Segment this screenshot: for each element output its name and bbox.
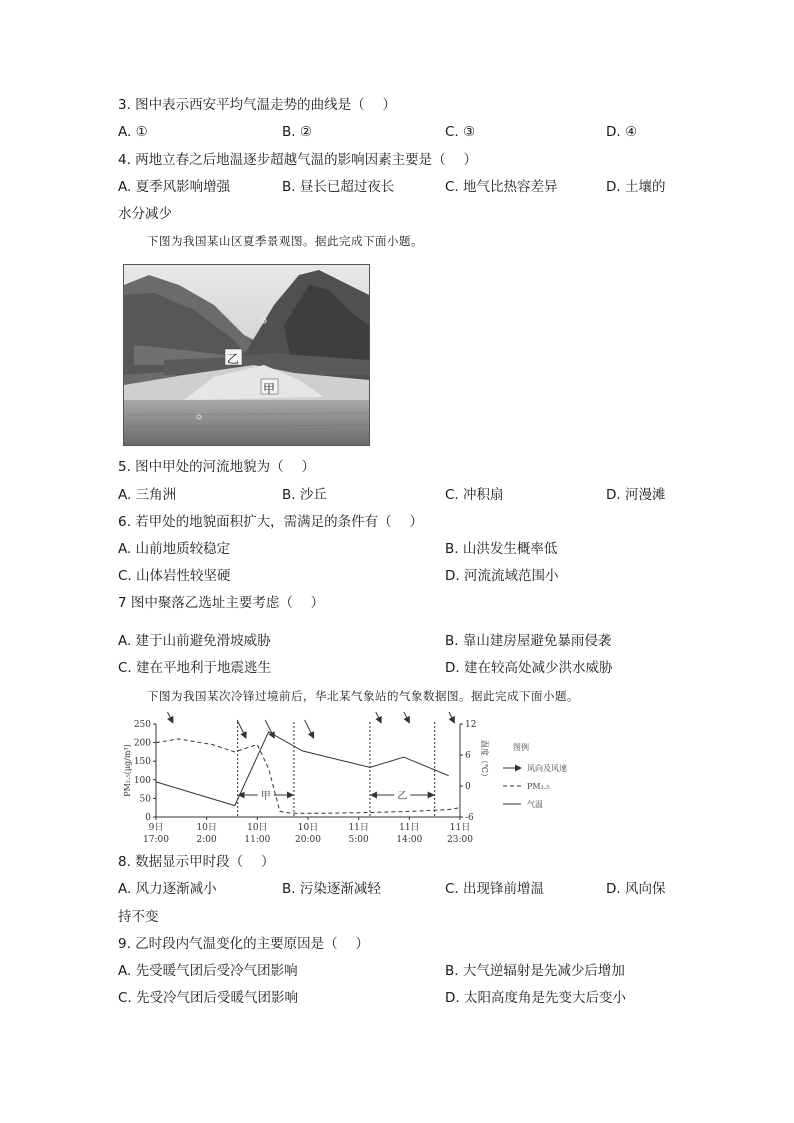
x-tick-day: 11日 (399, 823, 420, 833)
q5-option-c: C. 冲积扇 (445, 487, 504, 503)
q8-stem: 8. 数据显示甲时段（ ） (118, 854, 275, 870)
q7-option-b: B. 靠山建房屋避免暴雨侵袭 (445, 633, 612, 649)
weather-chart (118, 710, 678, 850)
q8-option-c: C. 出现锋前增温 (445, 881, 545, 897)
x-tick-day: 10日 (196, 823, 217, 833)
q6-option-d: D. 河流流域范围小 (445, 568, 559, 584)
wind-arrow (376, 712, 381, 723)
q8-option-b: B. 污染逐渐减轻 (282, 881, 381, 897)
interval-label: 乙 (397, 791, 408, 802)
x-tick-time: 23:00 (447, 835, 473, 845)
q9-option-a: A. 先受暖气团后受冷气团影响 (118, 963, 298, 979)
q9-option-d: D. 太阳高度角是先变大后变小 (445, 990, 626, 1006)
q6-stem: 6. 若甲处的地貌面积扩大，需满足的条件有（ ） (118, 514, 423, 530)
q4-option-c: C. 地气比热容差异 (445, 179, 558, 195)
x-tick-time: 11:00 (244, 835, 271, 845)
x-tick-time: 17:00 (143, 835, 169, 845)
q8-wrap: 持不变 (118, 909, 159, 925)
q5-stem: 5. 图中甲处的河流地貌为（ ） (118, 459, 315, 475)
photo-label-jia: 甲 (263, 382, 276, 396)
y-left-tick-label: 0 (145, 813, 151, 823)
q4-wrap: 水分减少 (118, 206, 172, 222)
photo-label-yi: 乙 (227, 352, 240, 366)
legend-label-pm25: PM₂.₅ (527, 782, 550, 791)
y-right-tick-label: 12 (465, 720, 477, 730)
q8-option-d: D. 风向保 (606, 881, 666, 897)
weather-chart-svg (118, 710, 678, 850)
wind-arrow (167, 712, 172, 723)
q6-option-c: C. 山体岩性较坚硬 (118, 568, 231, 584)
legend-label-wind: 风向及风速 (527, 764, 567, 773)
q4-option-b: B. 昼长已超过夜长 (282, 179, 395, 195)
y-left-tick-label: 250 (133, 720, 151, 730)
x-tick-day: 11日 (449, 823, 471, 833)
q4-option-d: D. 土壤的 (606, 179, 666, 195)
q3-stem: 3. 图中表示西安平均气温走势的曲线是（ ） (118, 97, 396, 113)
legend-label-temperature: 气温 (527, 800, 543, 809)
caption-landscape: 下图为我国某山区夏季景观图。据此完成下面小题。 (147, 234, 423, 248)
y-left-tick-label: 50 (139, 794, 151, 805)
q4-stem: 4. 两地立春之后地温逐步超越气温的影响因素主要是（ ） (118, 152, 477, 168)
q3-option-a: A. ① (118, 124, 148, 140)
x-tick-time: 20:00 (295, 835, 321, 845)
x-tick-time: 2:00 (196, 835, 217, 845)
q3-option-b: B. ② (282, 124, 312, 140)
q4-option-a: A. 夏季风影响增强 (118, 179, 231, 195)
q7-option-a: A. 建于山前避免滑坡威胁 (118, 633, 271, 649)
y-left-axis-label: PM₂.₅(μg/m³) (123, 744, 132, 797)
x-tick-day: 10日 (247, 823, 268, 833)
wind-arrow (305, 720, 314, 738)
y-right-tick-label: -6 (465, 813, 474, 823)
y-left-tick-label: 150 (133, 757, 151, 768)
x-tick-day: 10日 (297, 823, 319, 833)
y-right-axis-label: 温度（℃） (480, 740, 489, 781)
q9-option-c: C. 先受冷气团后受暖气团影响 (118, 990, 299, 1006)
q7-stem: 7 图中聚落乙选址主要考虑（ ） (118, 595, 325, 611)
wind-arrow (449, 712, 454, 723)
y-left-tick-label: 100 (133, 775, 151, 786)
q7-option-d: D. 建在较高处减少洪水威胁 (445, 660, 613, 676)
q9-option-b: B. 大气逆辐射是先减少后增加 (445, 963, 625, 979)
q3-option-d: D. ④ (606, 124, 638, 140)
caption-weather: 下图为我国某次冷锋过境前后，华北某气象站的气象数据图。据此完成下面小题。 (147, 689, 579, 703)
q5-option-d: D. 河漫滩 (606, 487, 666, 503)
q5-option-a: A. 三角洲 (118, 487, 177, 503)
q7-option-c: C. 建在平地利于地震逃生 (118, 660, 272, 676)
x-tick-day: 9日 (148, 823, 164, 833)
x-tick-time: 5:00 (348, 835, 369, 845)
q6-option-a: A. 山前地质较稳定 (118, 541, 231, 557)
x-tick-time: 14:00 (396, 835, 423, 845)
q6-option-b: B. 山洪发生概率低 (445, 541, 558, 557)
q8-option-a: A. 风力逐渐减小 (118, 881, 217, 897)
wind-arrow (237, 720, 246, 738)
y-left-tick-label: 200 (133, 738, 151, 749)
series-line-pm25 (156, 739, 460, 813)
legend-title: 图例 (513, 743, 529, 752)
landscape-photo (123, 264, 370, 446)
wind-arrow (404, 712, 409, 723)
y-right-tick-label: 0 (465, 782, 471, 792)
q9-stem: 9. 乙时段内气温变化的主要原因是（ ） (118, 936, 369, 952)
x-tick-day: 11日 (348, 823, 369, 833)
y-right-tick-label: 6 (465, 751, 471, 761)
q5-option-b: B. 沙丘 (282, 487, 327, 503)
q3-option-c: C. ③ (445, 124, 476, 140)
interval-label: 甲 (260, 791, 271, 802)
